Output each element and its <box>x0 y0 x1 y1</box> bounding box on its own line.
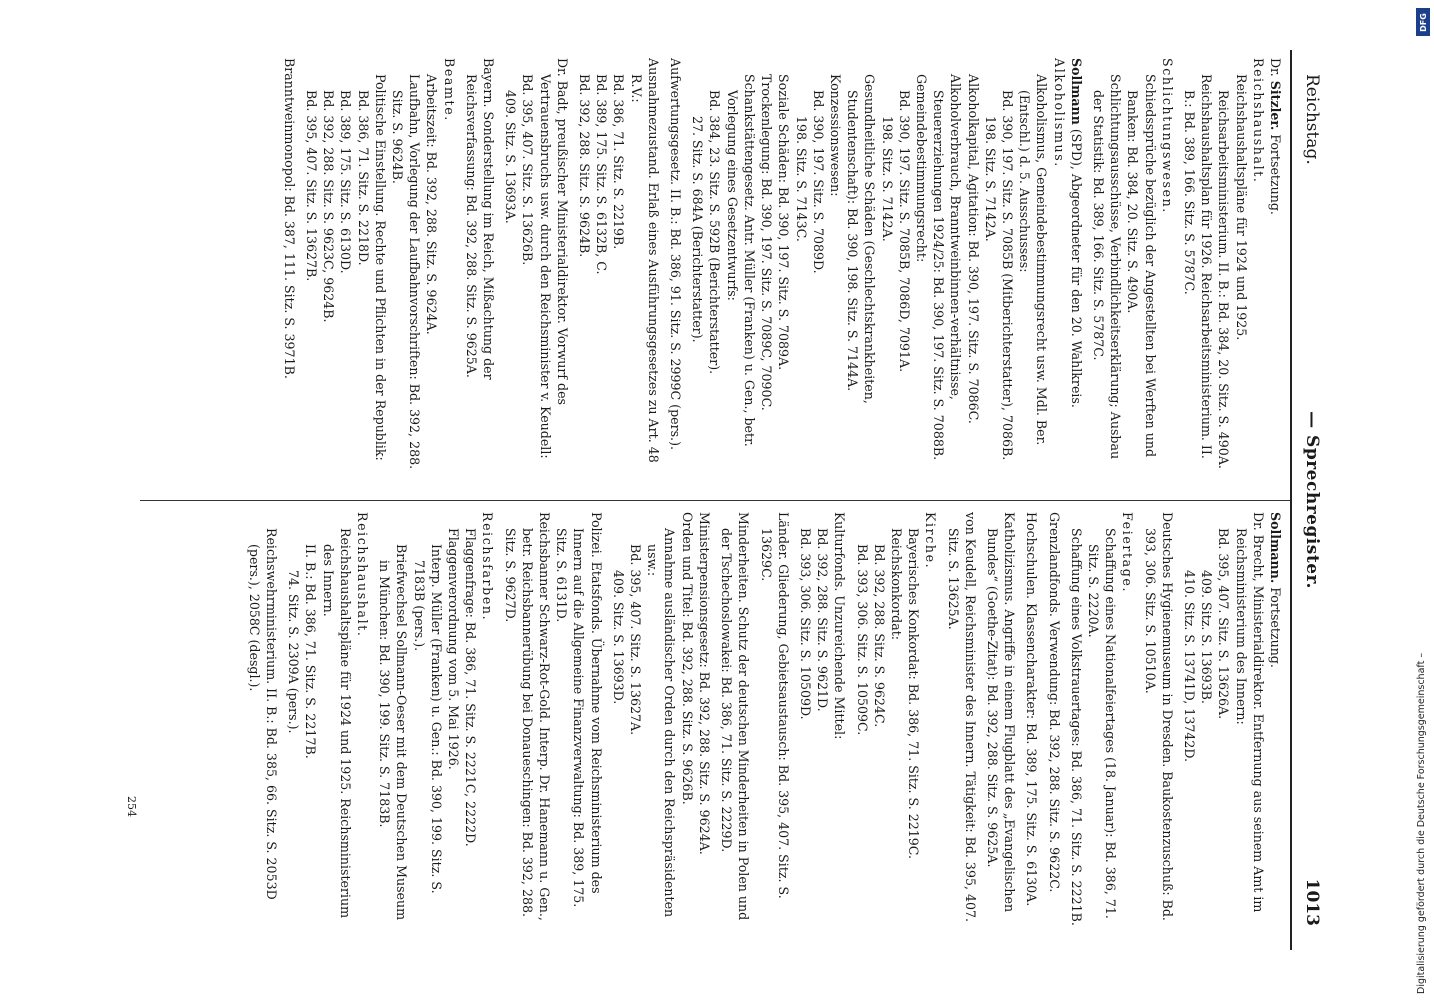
left-column <box>144 58 1284 478</box>
register-entry <box>610 570 627 932</box>
entry-text: Bayerisches Konkordat: Bd. 386, 71. Sitz. S. 2219C. <box>906 528 922 859</box>
register-entry <box>576 74 593 478</box>
entry-text: Polizei. Etatsfonds. Übernahme vom Reichsministerium des Innern auf die Allgemeine Finanzverwaltung: Bd. 389, 175. Sitz. S. 6131D. <box>554 512 604 908</box>
register-entry <box>964 74 981 478</box>
entry-text: Reichskonkordat: <box>888 528 904 641</box>
header-left: Reichstag. <box>1302 74 1322 165</box>
entry-text: Aufwertungsgesetz. II. B.: Bd. 386, 91. Sitz. S. 2999C (pers.). <box>668 58 684 450</box>
register-entry <box>372 74 389 478</box>
entry-text: Kulturfonds. Unzureichende Mittel: <box>832 512 848 740</box>
register-entry <box>389 74 423 478</box>
footer-mark: 254 <box>125 796 138 817</box>
entry-text: Schankstättengesetz. Antr. Müller (Franken) u. Gen., betr. Vorlegung eines Gesetzentwurfs: <box>724 74 757 447</box>
register-entry <box>479 512 496 932</box>
entry-text: Konzessionswesen: <box>827 74 843 197</box>
dfg-logo: DFG <box>1416 8 1430 36</box>
register-entry <box>758 74 775 478</box>
entry-text: Grenzlandfonds. Verwendung: Bd. 392, 288. Sitz. S. 9622C. <box>1046 512 1062 893</box>
register-entry <box>797 528 814 932</box>
register-entry <box>831 512 848 932</box>
entry-text: Bd. 386, 71. Sitz. S. 2219B. <box>611 74 627 250</box>
register-entry <box>303 90 320 478</box>
entry-text: Bd. 392, 288. Sitz. S. 9623C, 9624B. <box>321 90 337 323</box>
column-divider <box>140 500 1290 501</box>
register-entry <box>1159 58 1176 478</box>
entry-text: 198. Sitz. S. 7143C. <box>793 116 809 242</box>
register-entry <box>376 544 410 932</box>
register-entry <box>1198 570 1215 932</box>
entry-text: Schlichtungswesen. <box>1159 58 1175 214</box>
register-entry <box>285 570 302 932</box>
entry-text: Reichshaushaltspläne für 1924 und 1925. Reichsarbeitsministerium. II. B.: Bd. 384, 20. Sitz. S. 490A. <box>1216 74 1249 469</box>
entry-text: Kirche. <box>923 512 939 570</box>
register-entry <box>1016 74 1050 478</box>
entry-text: Alkoholismus, Gemeindebestimmungsrecht usw. Mdl. Ber. (Entschl.) d. 5. Ausschusses: <box>1017 74 1050 446</box>
register-entry <box>519 74 536 478</box>
entry-text: 198. Sitz. S. 7142A. <box>982 116 998 242</box>
entry-text: 409. Sitz. S. 13693A. <box>503 90 519 224</box>
register-entry <box>1068 58 1085 478</box>
page-header <box>1294 50 1330 950</box>
register-entry <box>1232 512 1266 932</box>
register-entry <box>878 116 895 478</box>
entry-text: Bd. 395, 407. Sitz. S. 13627A. <box>628 544 644 736</box>
register-entry <box>896 90 913 478</box>
right-column <box>144 512 1284 932</box>
entry-text: Bd. 386, 71. Sitz. S. 2218D. <box>355 90 371 266</box>
entry-text: Reichswehrministerium. II. B.: Bd. 385, 66. Sitz. S. 2053D (pers.), 2058C (desgl.). <box>246 528 280 900</box>
register-entry <box>319 528 353 932</box>
entry-text: Laufbahn, Vorlegung der Laufbahnvorschriften: Bd. 392, 288. Sitz. S. 9624B. <box>390 74 423 470</box>
entry-text: Gemeindebestimmungsrecht: <box>913 74 929 263</box>
entry-text: Fortsetzung. <box>1268 583 1283 668</box>
register-entry <box>354 512 371 932</box>
entry-text: Reichshaushalt. <box>1250 58 1266 184</box>
entry-text: Ministerpensionsgesetz: Bd. 392, 288. Sitz. S. 9624A. <box>696 512 712 855</box>
register-entry <box>853 544 870 932</box>
register-entry <box>1181 570 1198 932</box>
entry-text: Bd. 393, 306. Sitz. S. 10509D. <box>797 528 813 720</box>
register-entry <box>984 512 1018 932</box>
entry-text: Alkoholverbrauch, Branntweinbinnen-verhältnisse, Steuererziehungen 1924/25: Bd. 390, 197. Sitz. S. 7088B. <box>931 74 964 461</box>
entry-text: Bd. 393, 306. Sitz. S. 10509C. <box>854 544 870 736</box>
entry-text: Branntweinmonopol: Bd. 387, 111. Sitz. S. 3971B. <box>281 58 297 379</box>
header-title: — Sprechregister. <box>1302 411 1322 589</box>
register-entry <box>1181 74 1215 478</box>
entry-text: 409. Sitz. S. 13693B. <box>1199 570 1215 704</box>
entry-text: Bd. 395, 407. Sitz. S. 13626B. <box>520 74 536 266</box>
register-entry <box>593 74 610 478</box>
register-entry <box>354 90 371 478</box>
entry-text: Reichshaushalt. <box>355 512 371 638</box>
register-entry <box>410 544 444 932</box>
register-entry <box>871 544 888 932</box>
register-entry <box>888 528 905 932</box>
entry-text: Dr. Brecht, Ministerialdirektor. Entfernung aus seinem Amt im Reichsministerium des Innern: <box>1233 512 1266 913</box>
entry-text: (SPD), Abgeordneter für den 20. Wahlkreis. <box>1068 124 1084 408</box>
register-entry <box>1045 512 1062 932</box>
register-entry <box>536 58 570 478</box>
header-rule <box>1290 50 1292 950</box>
register-entry <box>1267 58 1284 478</box>
entry-text: 27. Sitz. S. 684A (Berichterstatter). <box>690 116 706 343</box>
entry-text: Dr. Badt, preußischer Ministerialdirektor. Vorwurf des Vertrauensbruchs usw. durch den Reichsminister v. Keudell: <box>537 58 570 459</box>
entry-text: 74. Sitz. S. 2309A (pers.). <box>286 570 302 734</box>
register-entry <box>337 90 354 478</box>
entry-text: Bd. 392, 288. Sitz. S. 9624C. <box>871 544 887 728</box>
entry-text: Arbeitszeit: Bd. 392, 288. Sitz. S. 9624A. <box>424 74 440 335</box>
register-page <box>100 50 1330 950</box>
register-entry <box>1141 512 1175 932</box>
register-entry <box>463 58 497 478</box>
entry-text: Flaggenfrage: Bd. 386, 71. Sitz. S. 2221C, 2222D. <box>463 528 479 847</box>
register-entry <box>667 58 684 478</box>
entry-text: Katholizismus. Angriffe in einem Flugblatt des „Evangelischen Bundes“ (Goethe-Zitat): Bd. 392, 288. Sitz. S. 9625A. <box>984 512 1018 913</box>
register-entry <box>1215 528 1232 932</box>
register-entry <box>944 512 978 932</box>
register-entry <box>423 74 440 478</box>
register-entry <box>827 74 844 478</box>
register-entry <box>1068 528 1085 932</box>
register-entry <box>320 90 337 478</box>
register-entry <box>689 116 706 478</box>
entry-text: Alkoholkapital, Agitation: Bd. 390, 197. Sitz. S. 7086C. <box>965 74 981 424</box>
entry-text: Briefwechsel Sollmann-Oeser mit dem Deutschen Museum in München: Bd. 390, 199. Sitz. S. 7183B. <box>377 544 410 921</box>
register-entry <box>1124 74 1158 478</box>
register-entry <box>718 512 752 932</box>
entry-text: 410. Sitz. S. 13741D, 13742D. <box>1181 570 1197 763</box>
entry-text: II. B.: Bd. 386, 71. Sitz. S. 2217B. <box>303 544 319 759</box>
register-entry <box>610 74 627 478</box>
entry-text: Flaggenverordnung vom 5. Mai 1926. <box>446 528 462 770</box>
register-entry <box>1119 512 1136 932</box>
register-entry <box>281 58 298 478</box>
entry-text: von Keudell, Reichsminister des Innern. Tätigkeit: Bd. 395, 407. Sitz. S. 13625A. <box>945 512 978 923</box>
register-entry <box>724 74 758 478</box>
entry-text: Hochschulen. Klassencharakter: Bd. 389, 175. Sitz. S. 6130A. <box>1024 512 1040 907</box>
entry-text: Schaffung eines Volkstrauertages: Bd. 386, 71. Sitz. S. 2221B. <box>1068 528 1084 926</box>
register-entry <box>1085 528 1119 932</box>
register-entry <box>501 512 553 932</box>
register-entry <box>922 512 939 932</box>
register-entry <box>679 512 696 932</box>
speaker-name: Sollmann <box>1068 58 1084 125</box>
entry-text: Reichsbanner Schwarz-Rot-Gold. Interp. Dr. Hanemann u. Gen., betr. Reichsbannerübung bei Donaueschingen: Bd. 392, 288. Sitz. S. 9627D. <box>502 512 553 921</box>
register-entry <box>246 528 280 932</box>
register-entry <box>627 544 644 932</box>
entry-text: Bd. 395, 407. Sitz. S. 13626A. <box>1216 528 1232 720</box>
entry-text: Interp. Müller (Franken) u. Gen.: Bd. 390, 199. Sitz. S. 7183B (pers.). <box>411 544 444 894</box>
entry-text: Gesundheitliche Schäden (Geschlechtskrankheiten, Studentenschaft): Bd. 390, 198. Sitz. S. 7144A. <box>845 74 878 404</box>
entry-text: Minderheiten. Schutz der deutschen Minderheiten in Polen und der Tschechoslowakei: Bd. 386, 71. Sitz. S. 2229D. <box>719 512 752 921</box>
speaker-name: Sitzler. <box>1268 80 1283 131</box>
entry-text: Deutsches Hygienemuseum in Dresden. Baukostenzuschuß: Bd. 393, 306. Sitz. S. 10510A. <box>1142 512 1175 921</box>
entry-prefix: Dr. <box>1268 58 1283 81</box>
register-entry <box>462 528 479 932</box>
dfg-credit: Digitalisierung gefördert durch die Deutsche Forschungsgemeinschaft – <box>1416 652 1427 994</box>
register-entry <box>905 528 922 932</box>
entry-text: Fortsetzung. <box>1268 130 1283 215</box>
register-entry <box>644 528 678 932</box>
register-entry <box>757 512 791 932</box>
register-entry <box>913 74 930 478</box>
entry-text: Beamte. <box>441 58 457 122</box>
register-entry <box>706 90 723 478</box>
entry-text: Bd. 389, 175. Sitz. S. 6130D. <box>338 90 354 274</box>
page-number: 1013 <box>1302 878 1322 926</box>
entry-text: Bayern. Sonderstellung im Reich, Mißachtung der Reichsverfassung: Bd. 392, 288. Sitz. S. 9625A. <box>463 58 497 380</box>
entry-text: Annahme ausländischer Orden durch den Reichspräsidenten usw.: <box>645 528 678 918</box>
register-entry <box>810 90 827 478</box>
register-entry <box>553 512 605 932</box>
register-entry <box>1267 512 1284 932</box>
entry-text: Bd. 390, 197. Sitz. S. 7089D. <box>810 90 826 274</box>
register-entry <box>982 116 999 478</box>
entry-text: Soziale Schäden: Bd. 390, 197. Sitz. S. 7089A. <box>776 74 792 371</box>
register-entry <box>1050 58 1067 478</box>
entry-text: Feiertage. <box>1120 512 1136 594</box>
register-entry <box>1250 58 1267 478</box>
register-entry <box>696 512 713 932</box>
entry-text: Schiedssprüche bezüglich der Angestellten bei Werften und Banken: Bd. 384, 20. Sitz. S. 490A. <box>1125 74 1158 458</box>
entry-text: Schaffung eines Nationalfeiertages (18. Januar): Bd. 386, 71. Sitz. S. 2220A. <box>1085 528 1119 919</box>
register-entry <box>792 116 809 478</box>
register-entry <box>627 58 661 478</box>
entry-text: Bd. 389, 175. Sitz. S. 6132B, C. <box>594 74 610 275</box>
entry-text: Bd. 392, 288. Sitz. S. 9624B. <box>577 74 593 258</box>
entry-text: Reichshaushaltspläne für 1924 und 1925. Reichsministerium des Innern. <box>320 528 353 919</box>
register-entry <box>302 544 319 932</box>
register-entry <box>1215 74 1249 478</box>
entry-text: Orden und Titel: Bd. 392, 288. Sitz. S. 9626B. <box>679 512 695 805</box>
entry-text: 198. Sitz. S. 7142A. <box>879 116 895 242</box>
entry-text: Bd. 390, 197. Sitz. S. 7085B, 7086D, 7091A. <box>896 90 912 373</box>
entry-text: Bd. 384, 23. Sitz. S. 592B (Berichterstatter). <box>707 90 723 375</box>
register-entry <box>999 90 1016 478</box>
entry-text: 409. Sitz. S. 13693D. <box>610 570 626 705</box>
entry-text: Trockenlegung: Bd. 390, 197. Sitz. S. 7089C, 7090C. <box>759 74 775 411</box>
register-entry <box>814 528 831 932</box>
entry-text: Alkoholismus. <box>1051 58 1067 168</box>
entry-text: Politische Einstellung. Rechte und Pflichten in der Republik: <box>372 74 388 461</box>
register-entry <box>502 90 519 478</box>
entry-text: Reichsfarben. <box>480 512 496 622</box>
register-entry <box>775 74 792 478</box>
register-entry <box>930 74 964 478</box>
entry-text: Bd. 392, 288. Sitz. S. 9621D. <box>815 528 831 712</box>
speaker-name: Sollmann. <box>1268 512 1283 584</box>
entry-text: Bd. 395, 407. Sitz. S. 13627B. <box>304 90 320 282</box>
register-entry <box>440 58 457 478</box>
register-entry <box>1090 74 1124 478</box>
entry-text: Bd. 390, 197. Sitz. S. 7085B (Mitberichterstatter), 7086B. <box>999 90 1015 461</box>
register-entry <box>1023 512 1040 932</box>
register-entry <box>445 528 462 932</box>
entry-text: Reichshaushaltsplan für 1926. Reichsarbeitsministerium. II. B.: Bd. 389, 166. Sitz. S. 5787C. <box>1181 74 1215 459</box>
entry-text: Schlichtungsausschüsse, Verbindlichkeitserklärung; Ausbau der Statistik: Bd. 389, 166. Sitz. S. 5787C. <box>1090 74 1124 460</box>
register-entry <box>844 74 878 478</box>
entry-text: Länder. Gliederung, Gebietsaustausch: Bd. 395, 407. Sitz. S. 13629C. <box>758 512 791 899</box>
entry-text: Ausnahmezustand. Erlaß eines Ausführungsgesetzes zu Art. 48 R.V.: <box>628 58 661 463</box>
